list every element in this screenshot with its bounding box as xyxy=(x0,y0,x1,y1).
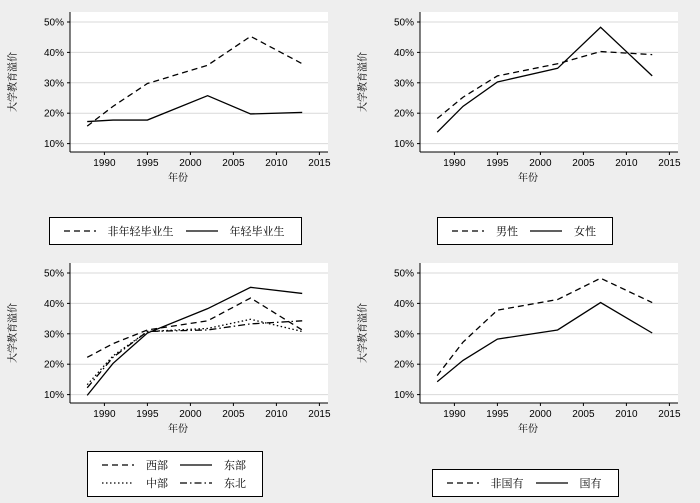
svg-text:2000: 2000 xyxy=(529,409,552,420)
svg-text:20%: 20% xyxy=(393,108,414,120)
svg-text:2015: 2015 xyxy=(308,158,331,169)
svg-text:1990: 1990 xyxy=(443,409,466,420)
x-axis-label: 年份 xyxy=(518,173,538,184)
x-axis-label: 年份 xyxy=(168,424,188,435)
svg-text:2000: 2000 xyxy=(179,409,202,420)
svg-text:50%: 50% xyxy=(393,268,414,280)
svg-text:2015: 2015 xyxy=(658,409,681,420)
legend-label: 国有 xyxy=(579,478,602,490)
plot-area-graduates xyxy=(0,0,350,185)
legend-graduates xyxy=(0,217,350,245)
legend-label: 男性 xyxy=(496,226,518,238)
legend-swatch-solid xyxy=(524,222,568,240)
chart-svg-graduates xyxy=(0,0,350,185)
chart-panel-graduates xyxy=(0,0,350,251)
svg-text:30%: 30% xyxy=(393,78,414,90)
svg-text:50%: 50% xyxy=(43,17,64,29)
y-axis-label: 大学教育溢价 xyxy=(358,52,369,112)
svg-text:2000: 2000 xyxy=(529,158,552,169)
svg-text:40%: 40% xyxy=(43,47,64,59)
svg-text:2010: 2010 xyxy=(615,409,638,420)
chart-svg-ownership xyxy=(350,251,700,436)
svg-text:2000: 2000 xyxy=(179,158,202,169)
svg-text:30%: 30% xyxy=(393,329,414,341)
chart-panel-ownership xyxy=(350,251,700,503)
legend-label: 非国有 xyxy=(490,478,524,490)
plot-area-gender xyxy=(350,0,700,185)
svg-text:20%: 20% xyxy=(43,359,64,371)
plot-area-ownership xyxy=(350,251,700,436)
legend-ownership xyxy=(350,469,700,497)
svg-text:1990: 1990 xyxy=(443,158,466,169)
plot-area-region xyxy=(0,251,350,436)
legend-gender xyxy=(350,217,700,245)
legend-box xyxy=(87,451,263,497)
legend-swatch-solid xyxy=(530,474,574,492)
legend-box xyxy=(437,217,613,245)
svg-text:1990: 1990 xyxy=(93,158,116,169)
y-axis-label: 大学教育溢价 xyxy=(8,303,19,363)
legend-box xyxy=(432,469,619,497)
legend-label: 中部 xyxy=(146,478,168,490)
x-axis-label: 年份 xyxy=(518,424,538,435)
y-axis-label: 大学教育溢价 xyxy=(8,52,19,112)
svg-text:2010: 2010 xyxy=(265,409,288,420)
legend-swatch-dashed xyxy=(96,456,140,474)
chart-panel-gender xyxy=(350,0,700,251)
legend-swatch-dotted xyxy=(96,474,140,492)
svg-text:2015: 2015 xyxy=(658,158,681,169)
svg-text:10%: 10% xyxy=(393,390,414,401)
svg-text:2005: 2005 xyxy=(222,409,245,420)
svg-text:1995: 1995 xyxy=(136,158,159,169)
svg-text:40%: 40% xyxy=(393,298,414,310)
legend-swatch-dashed xyxy=(446,222,490,240)
svg-text:30%: 30% xyxy=(43,329,64,341)
legend-label: 西部 xyxy=(146,460,168,472)
svg-text:2005: 2005 xyxy=(222,158,245,169)
svg-text:10%: 10% xyxy=(43,139,64,150)
svg-text:2010: 2010 xyxy=(615,158,638,169)
legend-box xyxy=(49,217,302,245)
legend-swatch-dashed xyxy=(441,474,485,492)
svg-text:2005: 2005 xyxy=(572,158,595,169)
legend-swatch-dashdot xyxy=(174,474,218,492)
legend-label: 女性 xyxy=(574,226,596,238)
svg-text:2015: 2015 xyxy=(308,409,331,420)
legend-region xyxy=(0,451,350,497)
y-axis-label: 大学教育溢价 xyxy=(358,303,369,363)
svg-text:1995: 1995 xyxy=(486,158,509,169)
legend-label: 东部 xyxy=(224,460,246,472)
chart-svg-gender xyxy=(350,0,700,185)
legend-label: 东北 xyxy=(224,478,246,490)
svg-text:40%: 40% xyxy=(43,298,64,310)
svg-text:1990: 1990 xyxy=(93,409,116,420)
chart-panel-region xyxy=(0,251,350,503)
svg-text:1995: 1995 xyxy=(486,409,509,420)
legend-swatch-dashed xyxy=(58,222,102,240)
svg-text:40%: 40% xyxy=(393,47,414,59)
legend-label: 非年轻毕业生 xyxy=(107,226,174,238)
svg-text:30%: 30% xyxy=(43,78,64,90)
chart-svg-region xyxy=(0,251,350,436)
svg-text:10%: 10% xyxy=(393,139,414,150)
legend-label: 年轻毕业生 xyxy=(229,226,285,238)
x-axis-label: 年份 xyxy=(168,173,188,184)
legend-swatch-solid xyxy=(174,456,218,474)
svg-text:10%: 10% xyxy=(43,390,64,401)
svg-text:2005: 2005 xyxy=(572,409,595,420)
svg-text:20%: 20% xyxy=(43,108,64,120)
svg-text:50%: 50% xyxy=(43,268,64,280)
legend-swatch-solid xyxy=(180,222,224,240)
svg-text:2010: 2010 xyxy=(265,158,288,169)
svg-text:1995: 1995 xyxy=(136,409,159,420)
svg-text:20%: 20% xyxy=(393,359,414,371)
svg-text:50%: 50% xyxy=(393,17,414,29)
